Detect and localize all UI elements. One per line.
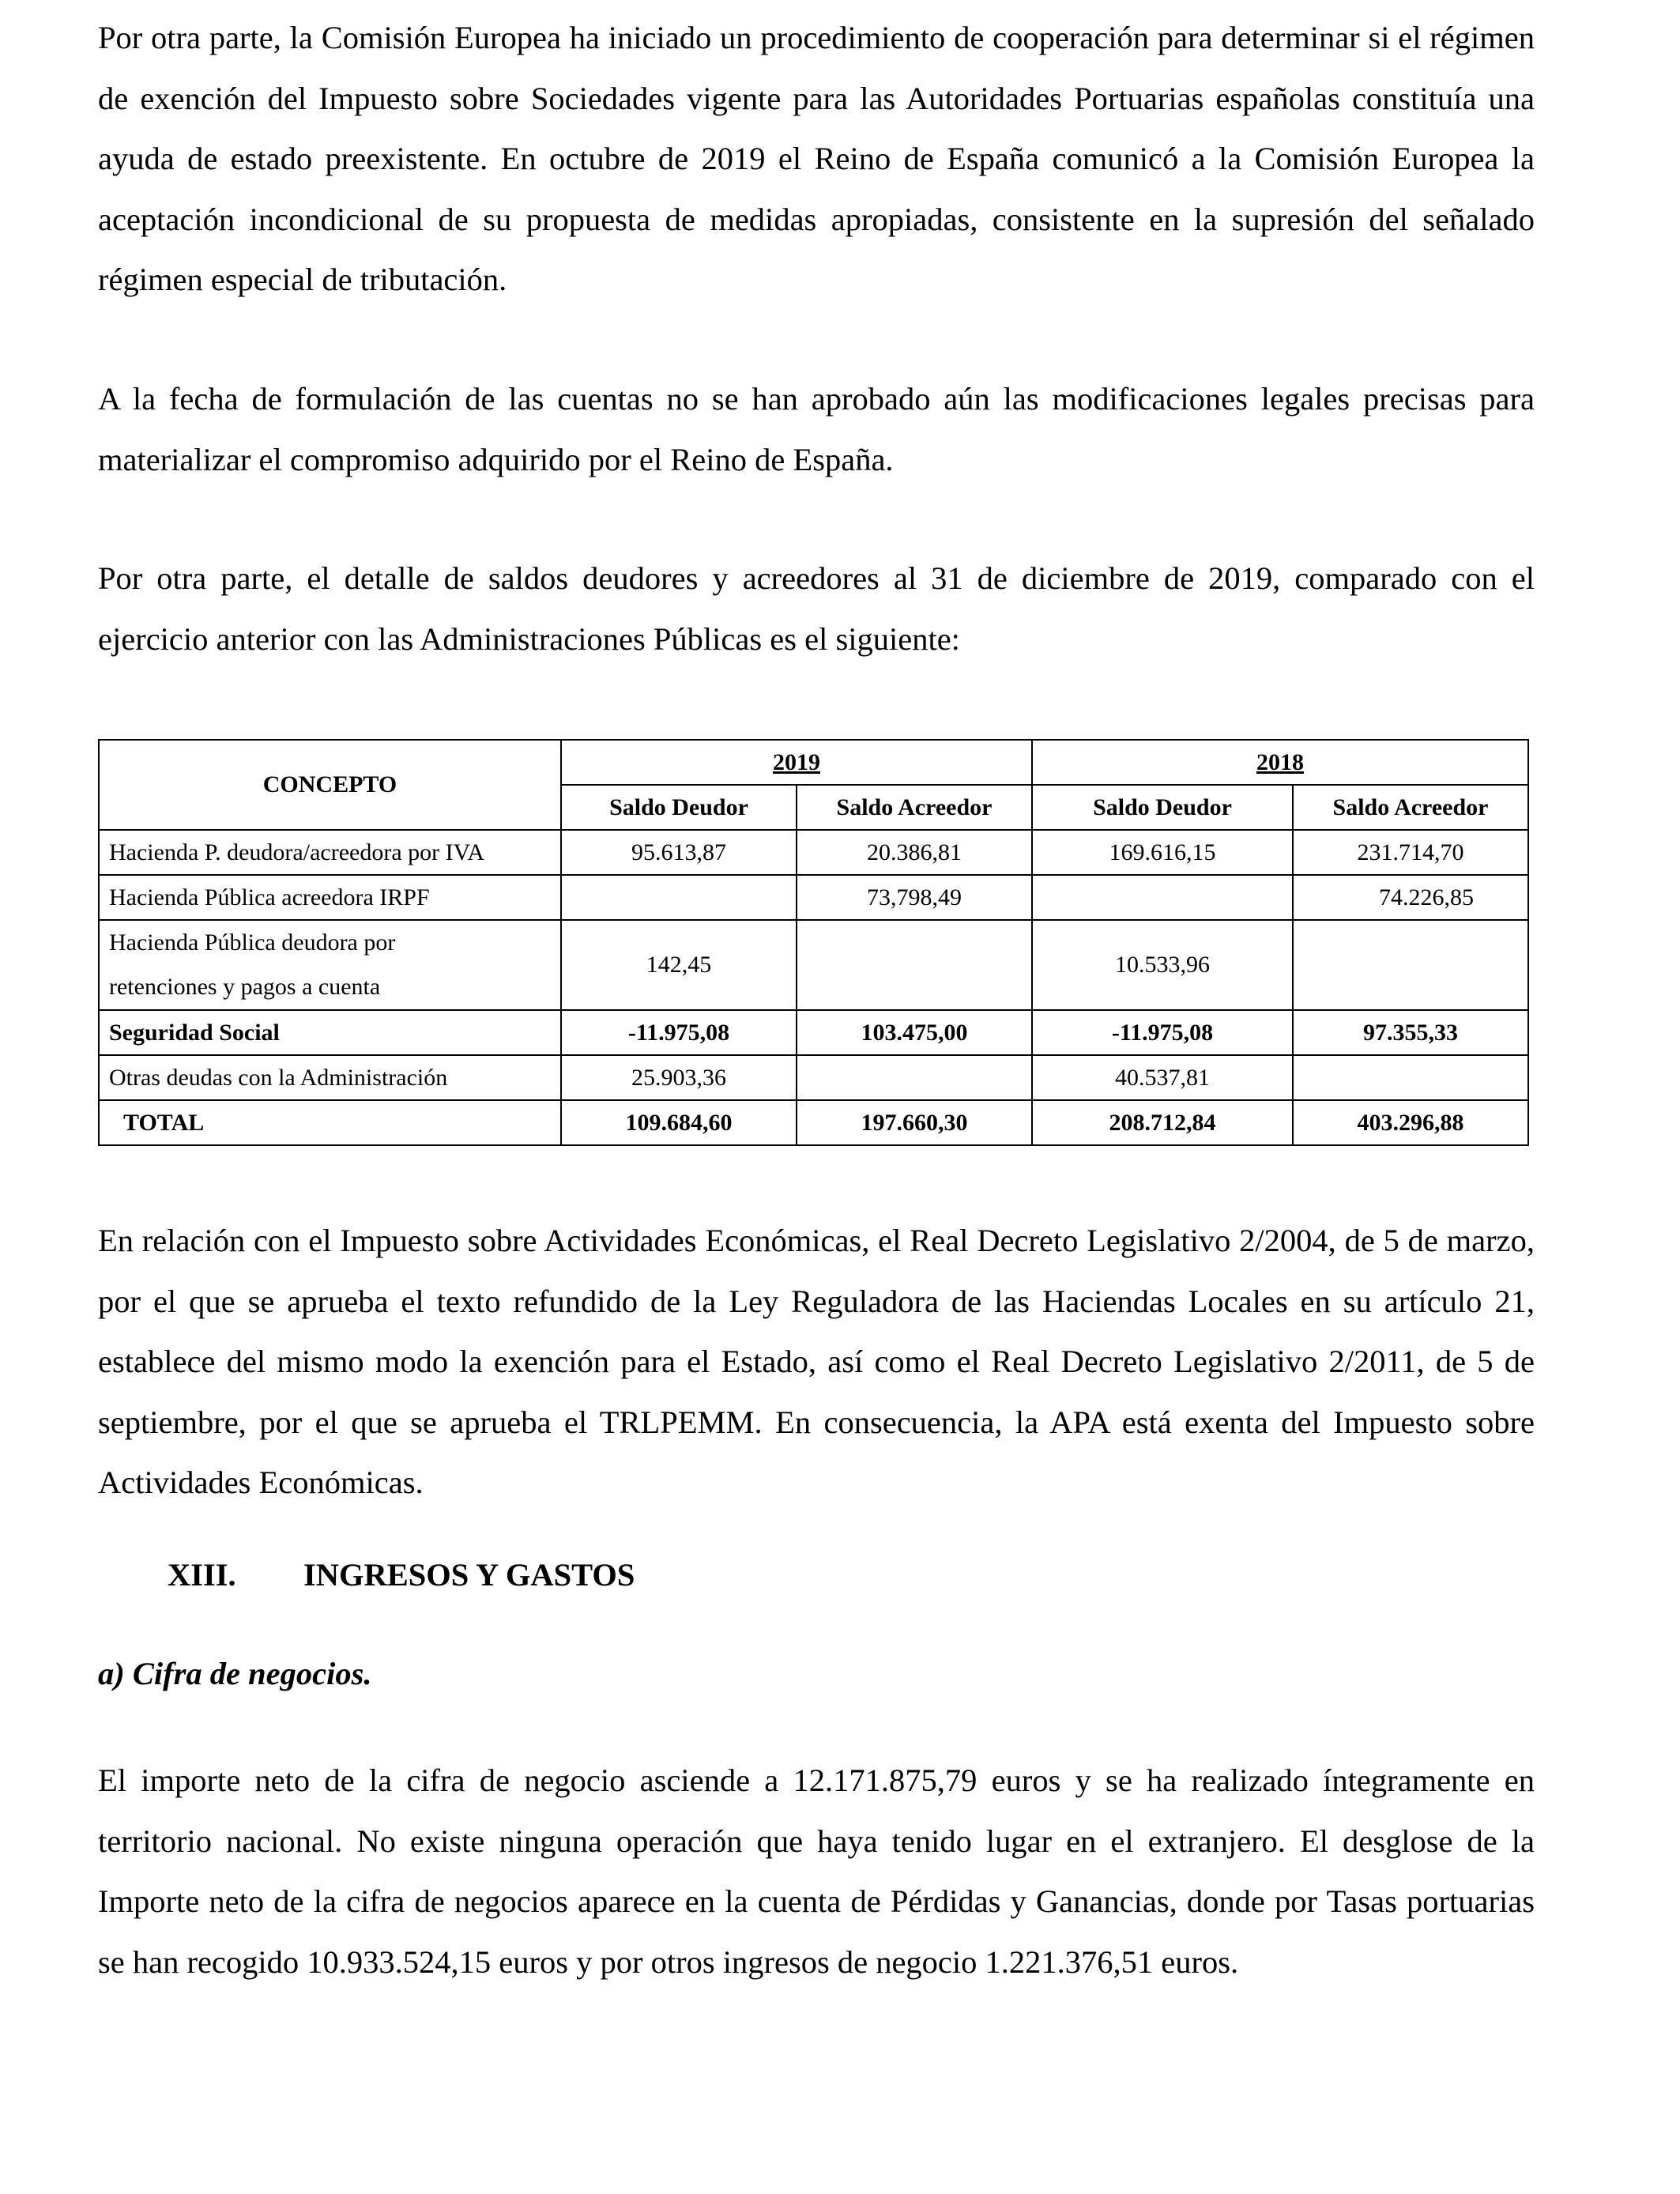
row-concept-line: retenciones y pagos a cuenta [109, 974, 381, 1000]
row-concept: Otras deudas con la Administración [99, 1055, 561, 1100]
section-heading [168, 1555, 635, 1595]
subheader-2018-deudor: Saldo Deudor [1032, 785, 1293, 830]
cell-value [561, 875, 797, 920]
cell-value: 40.537,81 [1032, 1055, 1293, 1100]
cell-value: 109.684,60 [561, 1100, 797, 1145]
paragraph-eu-cooperation: Por otra parte, la Comisión Europea ha iniciado un procedimiento de cooperación para determinar si el régimen de exención del Impuesto sobre Sociedades vigente para las Autoridades Portuarias españolas constituía una ayuda de estado preexistente. En octubre de 2019 el Reino de España comunicó a la Comisión Europea la aceptación incondicional de su propuesta de medidas apropiadas, consistente en la supresión del señalado régimen especial de tributación. [98, 20, 1535, 298]
year-header-2019: 2019 [561, 740, 1032, 785]
section-subtitle: a) Cifra de negocios. [98, 1656, 372, 1691]
cell-value: 197.660,30 [797, 1100, 1032, 1145]
table-total-row [99, 1100, 1528, 1145]
section-title: INGRESOS Y GASTOS [303, 1557, 635, 1593]
subheader-2018-acreedor: Saldo Acreedor [1293, 785, 1528, 830]
cell-value: 103.475,00 [797, 1010, 1032, 1055]
subheader-2019-deudor: Saldo Deudor [561, 785, 797, 830]
subheader-2019-acreedor: Saldo Acreedor [797, 785, 1032, 830]
year-header-2018: 2018 [1032, 740, 1528, 785]
concept-header: CONCEPTO [99, 740, 561, 830]
cell-value [1032, 875, 1293, 920]
row-concept: Seguridad Social [99, 1010, 561, 1055]
row-concept-line: Hacienda Pública deudora por [109, 929, 396, 956]
cell-value [1293, 1055, 1528, 1100]
cell-value: 73,798,49 [797, 875, 1032, 920]
cell-value [797, 920, 1032, 1010]
cell-value: 10.533,96 [1032, 920, 1293, 1010]
table-row [99, 920, 1528, 1010]
section-number: XIII. [168, 1557, 236, 1593]
cell-value: -11.975,08 [1032, 1010, 1293, 1055]
cell-value: 25.903,36 [561, 1055, 797, 1100]
paragraph-net-turnover: El importe neto de la cifra de negocio asciende a 12.171.875,79 euros y se ha realizado íntegramente en territorio nacional. No existe ninguna operación que haya tenido lugar en el extranjero. El desglose de la Importe neto de la cifra de negocios aparece en la cuenta de Pérdidas y Ganancias, donde por Tasas portuarias se han recogido 10.933.524,15 euros y por otros ingresos de negocio 1.221.376,51 euros. [98, 1762, 1535, 1980]
row-concept: Hacienda Pública acreedora IRPF [99, 875, 561, 920]
row-concept: TOTAL [99, 1100, 561, 1145]
table-row [99, 875, 1528, 920]
public-administration-balances-table [98, 739, 1529, 1146]
paragraph-balances-intro: Por otra parte, el detalle de saldos deudores y acreedores al 31 de diciembre de 2019, comparado con el ejercicio anterior con las Administraciones Públicas es el siguiente: [98, 560, 1535, 657]
cell-value: 20.386,81 [797, 830, 1032, 875]
table-row [99, 1010, 1528, 1055]
paragraph-iae-exemption: En relación con el Impuesto sobre Actividades Económicas, el Real Decreto Legislativo 2/2004, de 5 de marzo, por el que se aprueba el texto refundido de la Ley Reguladora de las Haciendas Locales en su artículo 21, establece del mismo modo la exención para el Estado, así como el Real Decreto Legislativo 2/2011, de 5 de septiembre, por el que se aprueba el TRLPEMM. En consecuencia, la APA está exenta del Impuesto sobre Actividades Económicas. [98, 1223, 1535, 1501]
cell-value: 142,45 [561, 920, 797, 1010]
cell-value: -11.975,08 [561, 1010, 797, 1055]
cell-value: 208.712,84 [1032, 1100, 1293, 1145]
cell-value: 169.616,15 [1032, 830, 1293, 875]
cell-value: 95.613,87 [561, 830, 797, 875]
row-concept: Hacienda P. deudora/acreedora por IVA [99, 830, 561, 875]
paragraph-legal-modifications: A la fecha de formulación de las cuentas no se han aprobado aún las modificaciones legales precisas para materializar el compromiso adquirido por el Reino de España. [98, 381, 1535, 477]
cell-value [1293, 920, 1528, 1010]
cell-value [797, 1055, 1032, 1100]
table-row [99, 1055, 1528, 1100]
table-header-row [99, 740, 1528, 785]
row-concept [99, 920, 561, 1010]
cell-value: 231.714,70 [1293, 830, 1528, 875]
cell-value: 403.296,88 [1293, 1100, 1528, 1145]
cell-value: 74.226,85 [1293, 875, 1528, 920]
cell-value: 97.355,33 [1293, 1010, 1528, 1055]
table-row [99, 830, 1528, 875]
